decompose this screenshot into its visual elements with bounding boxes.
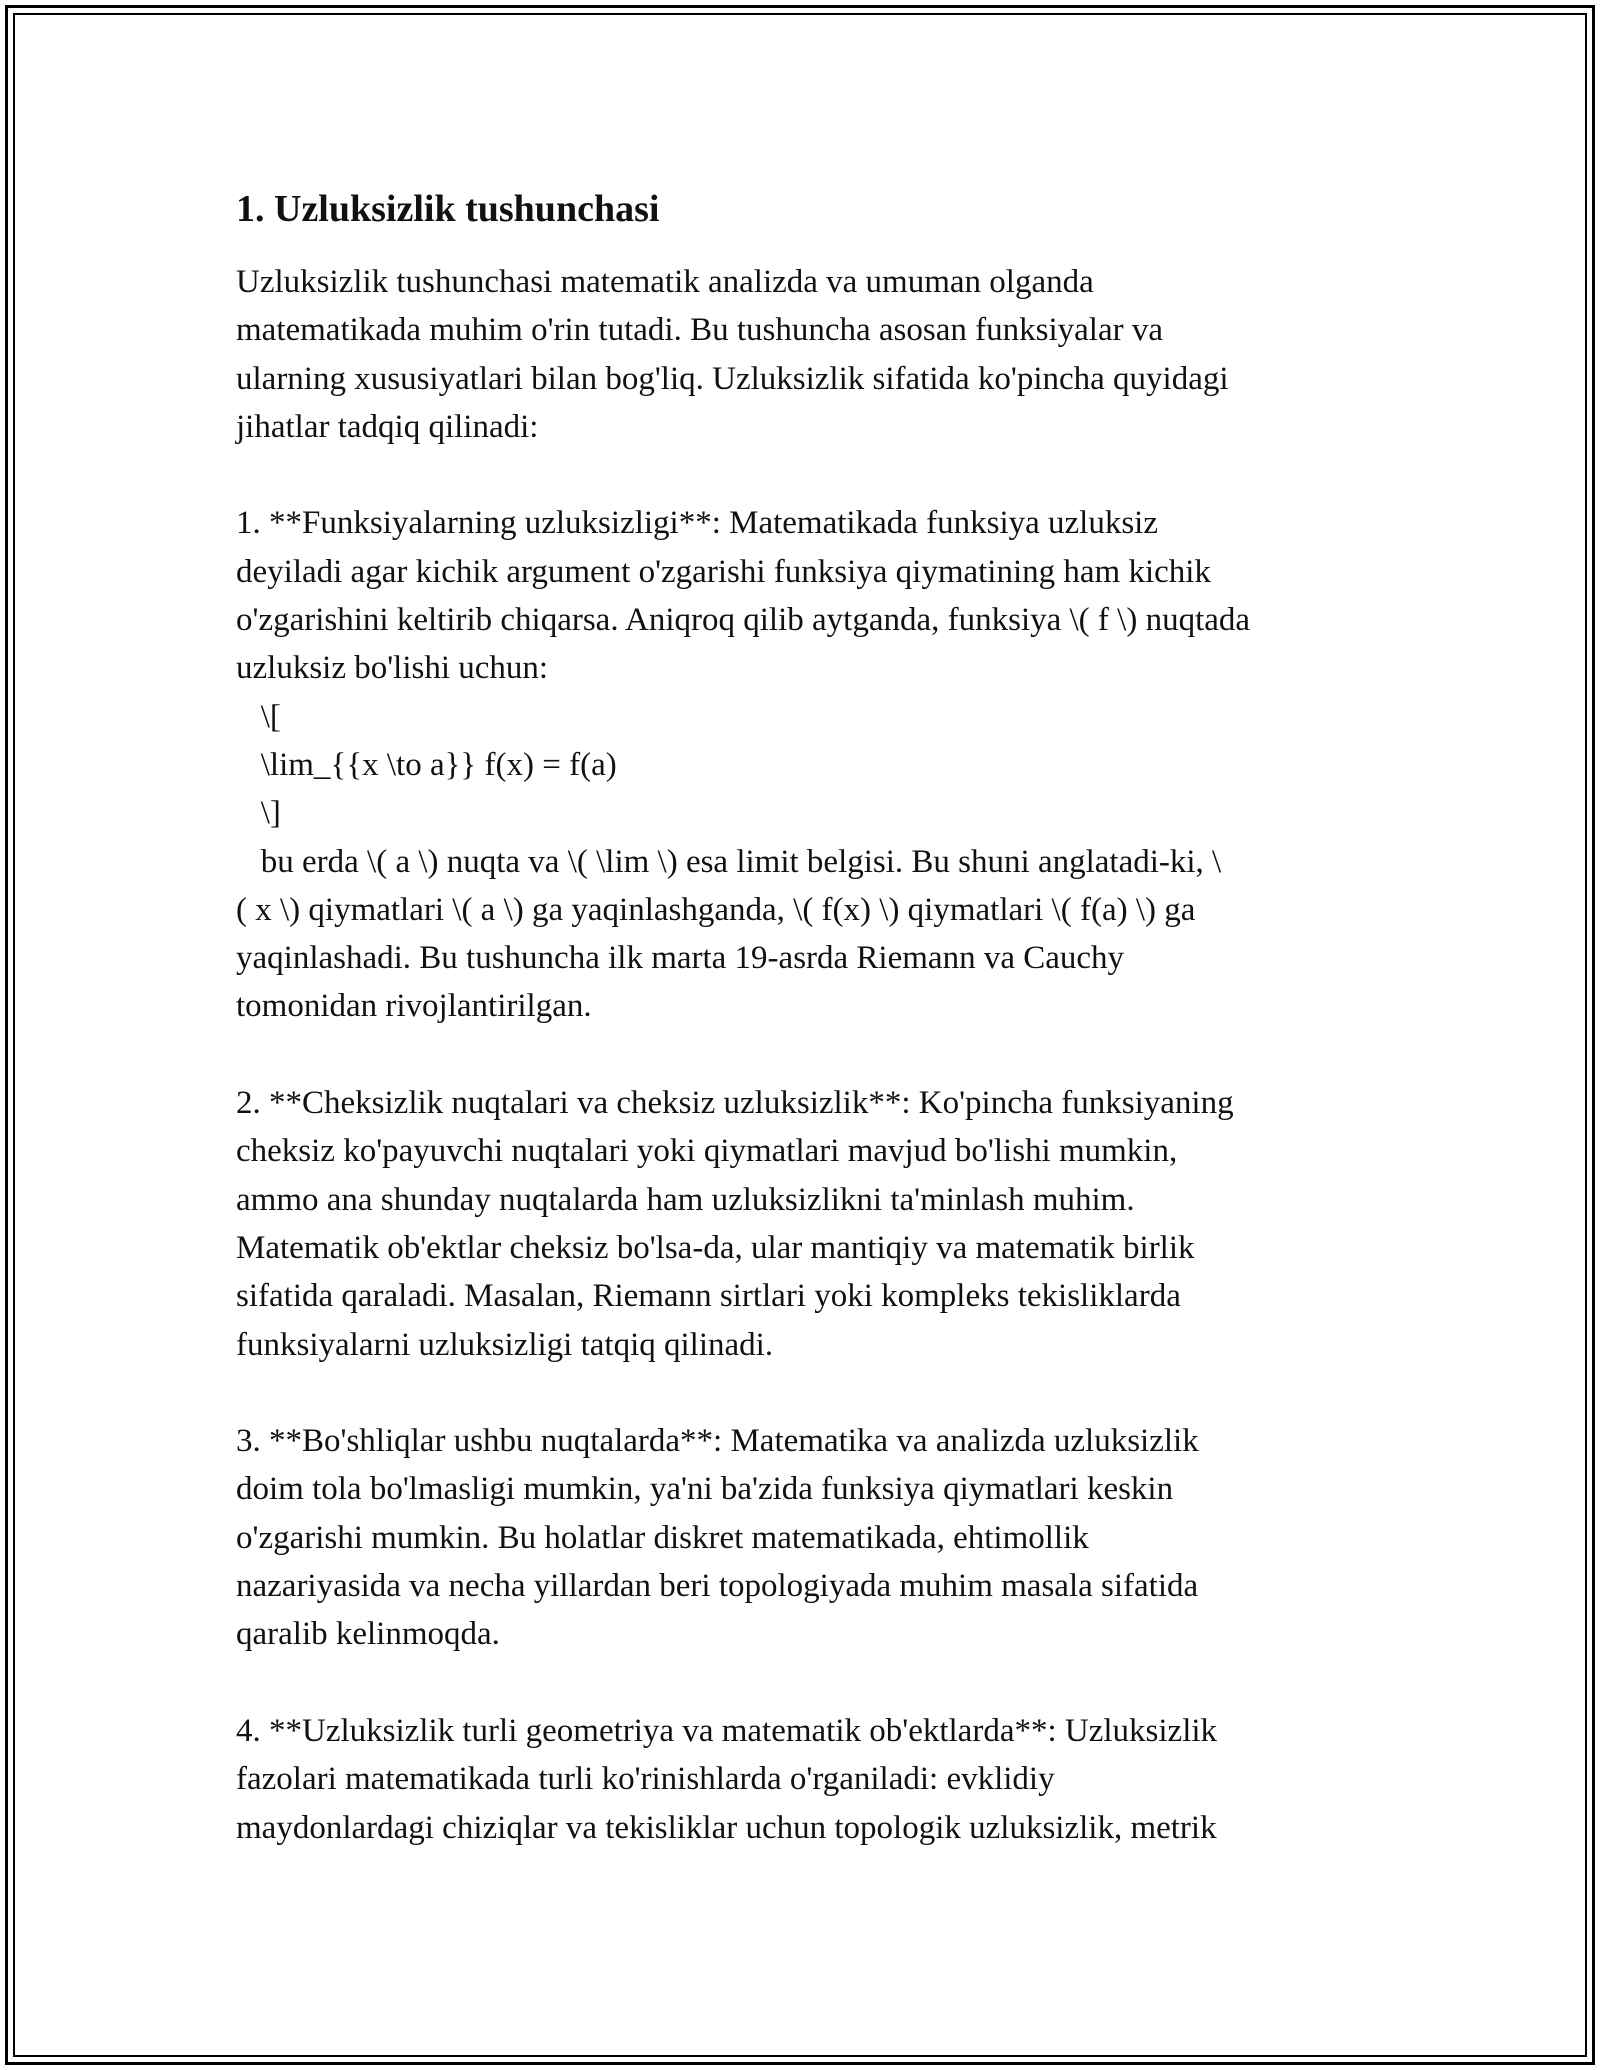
text-line: Matematik ob'ektlar cheksiz bo'lsa-da, ular mantiqiy va matematik birlik — [236, 1229, 1195, 1266]
text-line: ularning xususiyatlari bilan bog'liq. Uzluksizlik sifatida ko'pincha quyidagi — [236, 360, 1229, 397]
text-line: o'zgarishi mumkin. Bu holatlar diskret matematikada, ehtimollik — [236, 1519, 1089, 1556]
text-line: yaqinlashadi. Bu tushuncha ilk marta 19-asrda Riemann va Cauchy — [236, 940, 1125, 977]
blank-line — [236, 1659, 1376, 1707]
text-line: qaralib kelinmoqda. — [236, 1616, 500, 1653]
text-line: o'zgarishini keltirib chiqarsa. Aniqroq qilib aytganda, funksiya \( f \) nuqtada — [236, 602, 1251, 639]
text-line: tomonidan rivojlantirilgan. — [236, 988, 592, 1025]
text-line: matematikada muhim o'rin tutadi. Bu tushuncha asosan funksiyalar va — [236, 312, 1163, 349]
section-title: 1. Uzluksizlik tushunchasi — [236, 188, 660, 230]
text-line: ( x \) qiymatlari \( a \) ga yaqinlashganda, \( f(x) \) qiymatlari \( f(a) \) ga — [236, 891, 1196, 928]
text-line: uzluksiz bo'lishi uchun: — [236, 650, 549, 687]
blank-line — [236, 1031, 1376, 1079]
text-line: bu erda \( a \) nuqta va \( \lim \) esa limit belgisi. Bu shuni anglatadi-ki, \ — [236, 843, 1222, 880]
text-line: nazariyasida va necha yillardan beri topologiyada muhim masala sifatida — [236, 1568, 1199, 1605]
text-line: jihatlar tadqiq qilinadi: — [236, 408, 539, 445]
text-line: 2. **Cheksizlik nuqtalari va cheksiz uzluksizlik**: Ko'pincha funksiyaning — [236, 1085, 1234, 1122]
text-line: maydonlardagi chiziqlar va tekisliklar uchun topologik uzluksizlik, metrik — [236, 1809, 1217, 1846]
blank-line — [236, 1369, 1376, 1417]
formula-line: \] — [236, 795, 281, 832]
text-line: doim tola bo'lmasligi mumkin, ya'ni ba'zida funksiya qiymatlari keskin — [236, 1471, 1174, 1508]
document-body — [236, 185, 1376, 1852]
paragraph-block — [236, 258, 1376, 1852]
formula-line: \lim_{{x \to a}} f(x) = f(a) — [236, 746, 617, 783]
text-line: ammo ana shunday nuqtalarda ham uzluksizlikni ta'minlash muhim. — [236, 1181, 1135, 1218]
text-line: 3. **Bo'shliqlar ushbu nuqtalarda**: Matematika va analizda uzluksizlik — [236, 1423, 1199, 1460]
text-line: 4. **Uzluksizlik turli geometriya va matematik ob'ektlarda**: Uzluksizlik — [236, 1712, 1218, 1749]
blank-line — [236, 451, 1376, 499]
text-line: Uzluksizlik tushunchasi matematik analizda va umuman olganda — [236, 264, 1094, 300]
text-line: cheksiz ko'payuvchi nuqtalari yoki qiymatlari mavjud bo'lishi mumkin, — [236, 1133, 1178, 1170]
text-line: funksiyalarni uzluksizligi tatqiq qilinadi. — [236, 1326, 774, 1363]
formula-line: \[ — [236, 698, 281, 735]
text-line: sifatida qaraladi. Masalan, Riemann sirtlari yoki kompleks tekisliklarda — [236, 1278, 1181, 1315]
text-line: 1. **Funksiyalarning uzluksizligi**: Matematikada funksiya uzluksiz — [236, 505, 1159, 542]
text-line: deyiladi agar kichik argument o'zgarishi funksiya qiymatining ham kichik — [236, 553, 1211, 590]
text-line: fazolari matematikada turli ko'rinishlarda o'rganiladi: evklidiy — [236, 1761, 1055, 1798]
